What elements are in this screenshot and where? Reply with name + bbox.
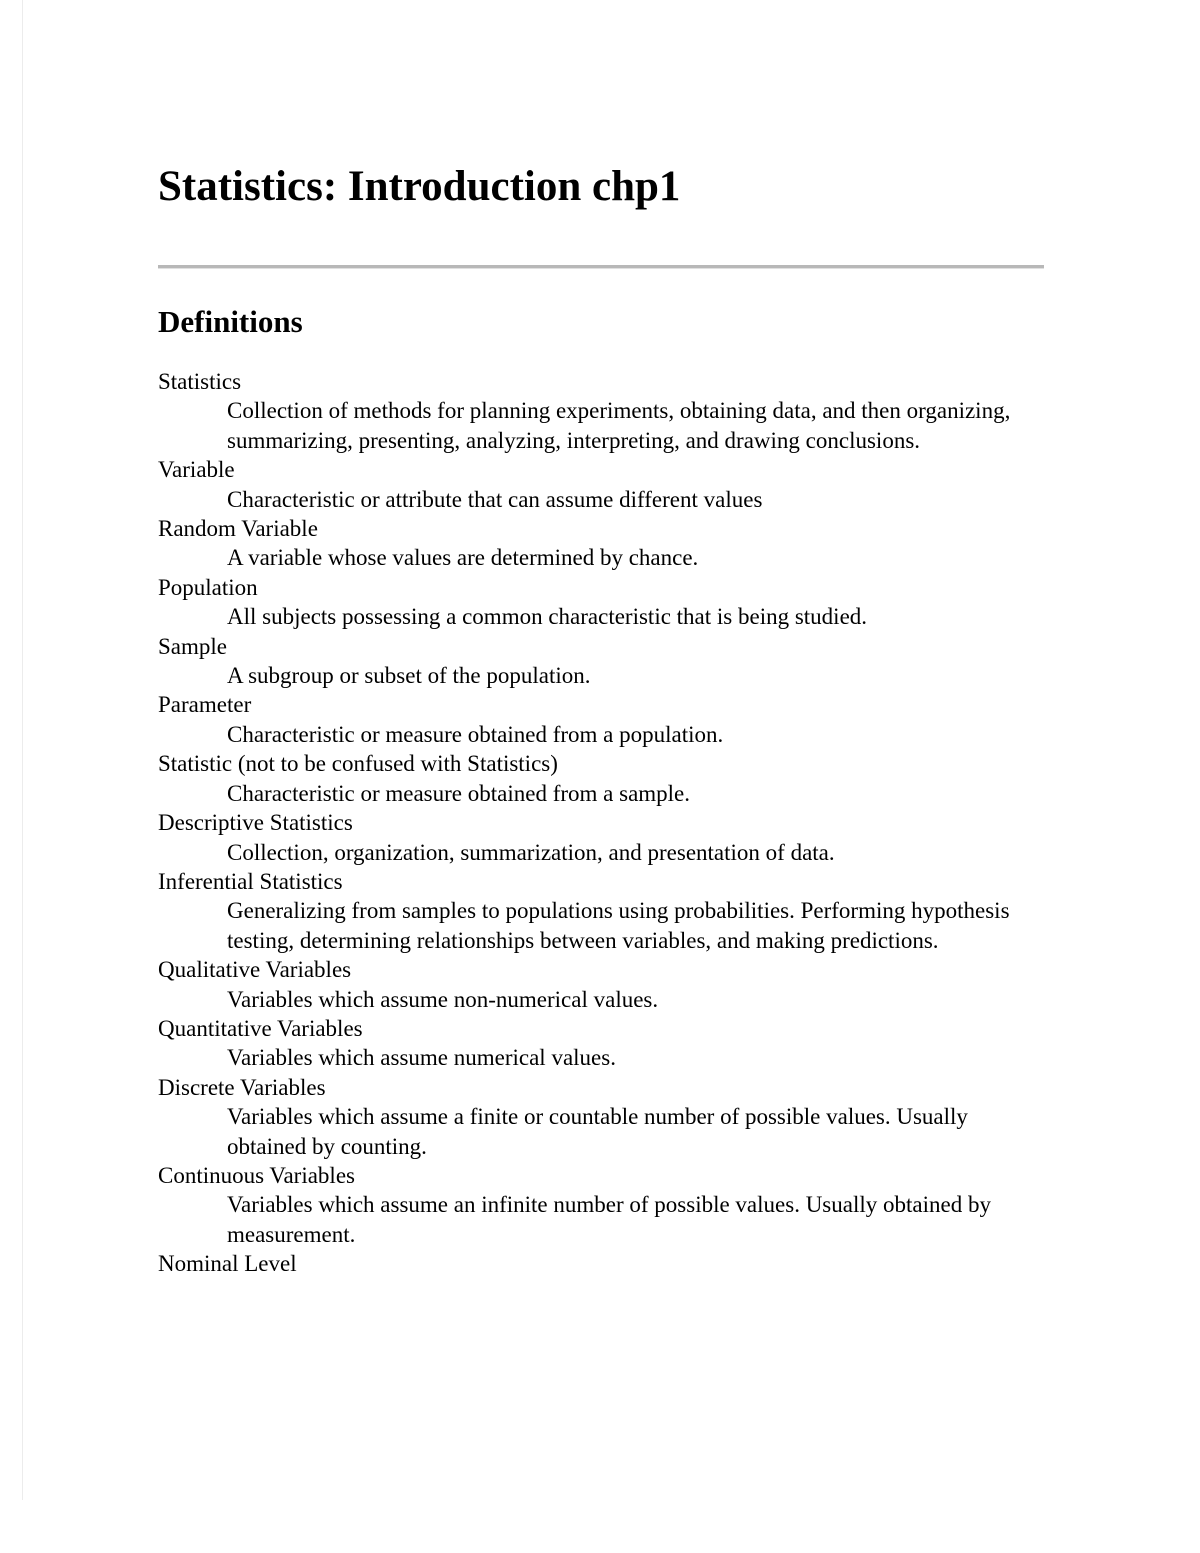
- definition-term: Random Variable: [158, 516, 318, 542]
- definition-text: Variables which assume non-numerical values.: [227, 986, 659, 1012]
- definition-term: Statistics: [158, 369, 242, 394]
- definition-text: Generalizing from samples to populations using probabilities. Performing hypothesis testing, determining relationships between variables, and making predictions.: [227, 898, 1010, 953]
- definition-term: Inferential Statistics: [158, 868, 343, 894]
- definition-text: All subjects possessing a common characteristic that is being studied.: [227, 604, 868, 630]
- section-heading: Definitions: [158, 304, 303, 339]
- definition-text: Characteristic or measure obtained from a sample.: [227, 780, 691, 806]
- definition-text: Collection of methods for planning experiments, obtaining data, and then organizing, summarizing, presenting, analyzing, interpreting, and drawing conclusions.: [227, 398, 1011, 453]
- page-title: Statistics: Introduction chp1: [158, 163, 681, 210]
- definition-term: Discrete Variables: [158, 1074, 326, 1100]
- definition-term: Continuous Variables: [158, 1162, 355, 1188]
- definition-text: Variables which assume numerical values.: [227, 1045, 616, 1071]
- definition-term: Qualitative Variables: [158, 957, 352, 983]
- definition-term: Descriptive Statistics: [158, 810, 353, 836]
- definition-text: Variables which assume an infinite number of possible values. Usually obtained by measurement.: [227, 1192, 991, 1247]
- definition-text: Variables which assume a finite or countable number of possible values. Usually obtained by counting.: [227, 1104, 968, 1159]
- horizontal-rule: [158, 265, 1044, 269]
- definition-text: Characteristic or attribute that can assume different values: [227, 486, 763, 512]
- definition-text: A subgroup or subset of the population.: [227, 663, 591, 689]
- definition-text: Characteristic or measure obtained from a population.: [227, 721, 724, 747]
- definition-term: Statistic (not to be confused with Statistics): [158, 751, 558, 777]
- definition-term: Variable: [158, 457, 235, 483]
- definition-term: Population: [158, 574, 258, 600]
- definition-text: Collection, organization, summarization, and presentation of data.: [227, 839, 835, 865]
- page-edge-line: [22, 0, 23, 1500]
- definition-term: Parameter: [158, 692, 252, 718]
- definition-term: Sample: [158, 633, 227, 659]
- definition-list: [158, 367, 1018, 1279]
- definition-text: A variable whose values are determined by chance.: [227, 545, 699, 571]
- definition-term: Quantitative Variables: [158, 1015, 363, 1041]
- definition-term: Nominal Level: [158, 1251, 297, 1277]
